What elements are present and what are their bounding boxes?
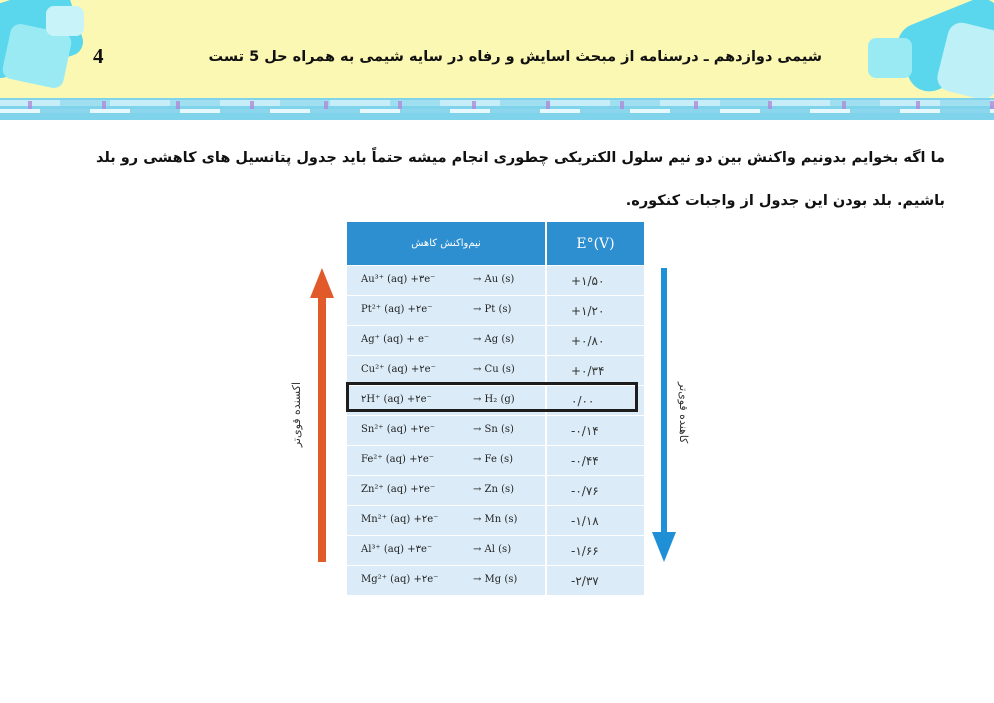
intro-line-1: ما اگه بخوایم بدونیم واکنش بین دو نیم سلول الکتریکی چطوری انجام میشه حتماً باید جدول پتانسیل های کاهشی رو بلد [96, 150, 945, 166]
reductant-arrow-label: کاهنده قوی‌تر [677, 382, 690, 444]
half-reaction-product: → Sn (s) [473, 424, 514, 435]
table-row [347, 536, 644, 566]
decor-shape [46, 6, 84, 36]
potential-value: +۱/۲۰ [546, 296, 644, 326]
page-header [0, 0, 994, 100]
intro-paragraph [52, 137, 945, 223]
potential-value: +۰/۳۴ [546, 356, 644, 386]
half-reaction-reactant: Mn²⁺ (aq) +۲e⁻ [361, 514, 439, 525]
half-reaction-product: → Al (s) [473, 544, 512, 555]
potential-value: -۱/۶۶ [546, 536, 644, 566]
half-reaction-reactant: Sn²⁺ (aq) +۲e⁻ [361, 424, 436, 435]
decor-shape [868, 38, 912, 78]
half-reaction-reactant: Zn²⁺ (aq) +۲e⁻ [361, 484, 436, 495]
table-row [347, 266, 644, 296]
hydrogen-reference-highlight [346, 382, 638, 412]
reductant-strength-down-arrow-icon [652, 268, 676, 562]
potential-value: -۰/۴۴ [546, 446, 644, 476]
table-row [347, 356, 644, 386]
half-reaction-reactant: Pt²⁺ (aq) +۲e⁻ [361, 304, 433, 315]
half-reaction-product: → Mg (s) [473, 574, 518, 585]
potential-value: -۱/۱۸ [546, 506, 644, 536]
half-reaction-product: → Au (s) [473, 274, 515, 285]
half-reaction-reactant: ۲H⁺ (aq) +۲e⁻ [361, 394, 432, 405]
half-reaction-product: → Zn (s) [473, 484, 515, 495]
header-divider-band [0, 98, 994, 120]
potential-value: +۰/۸۰ [546, 326, 644, 356]
header-potential: E°(V) [546, 222, 644, 266]
potential-value: -۲/۳۷ [546, 566, 644, 596]
table-row [347, 416, 644, 446]
half-reaction-product: → Ag (s) [473, 334, 515, 345]
half-reaction-product: → Cu (s) [473, 364, 515, 375]
half-reaction-product: → Fe (s) [473, 454, 513, 465]
page-number: 4 [93, 44, 104, 68]
table-row [347, 506, 644, 536]
page-title: شیمی دوازدهم ـ درسنامه از مبحث اسایش و رفاه در سایه شیمی به همراه حل 5 تست [208, 49, 822, 65]
table-row [347, 476, 644, 506]
potential-value: ۰/۰۰ [546, 386, 644, 416]
potential-value: -۰/۷۶ [546, 476, 644, 506]
header-half-reaction: نیم‌واکنش کاهش [347, 222, 546, 266]
table-row [347, 296, 644, 326]
table-row [347, 566, 644, 596]
oxidant-arrow-label: اکسنده قوی‌تر [290, 382, 303, 448]
half-reaction-reactant: Mg²⁺ (aq) +۲e⁻ [361, 574, 439, 585]
potential-value: +۱/۵۰ [546, 266, 644, 296]
table-row [347, 446, 644, 476]
half-reaction-reactant: Ag⁺ (aq) + e⁻ [361, 334, 430, 345]
half-reaction-product: → Mn (s) [473, 514, 518, 525]
table-row [347, 326, 644, 356]
half-reaction-reactant: Fe²⁺ (aq) +۲e⁻ [361, 454, 435, 465]
half-reaction-reactant: Al³⁺ (aq) +۳e⁻ [361, 544, 433, 555]
potential-value: -۰/۱۴ [546, 416, 644, 446]
half-reaction-reactant: Au³⁺ (aq) +۳e⁻ [361, 274, 436, 285]
half-reaction-product: → H₂ (g) [473, 394, 515, 405]
half-reaction-product: → Pt (s) [473, 304, 512, 315]
intro-line-2: باشیم. بلد بودن این جدول از واجبات کنکوره. [625, 193, 945, 209]
half-reaction-reactant: Cu²⁺ (aq) +۲e⁻ [361, 364, 436, 375]
oxidant-strength-up-arrow-icon [310, 268, 334, 562]
